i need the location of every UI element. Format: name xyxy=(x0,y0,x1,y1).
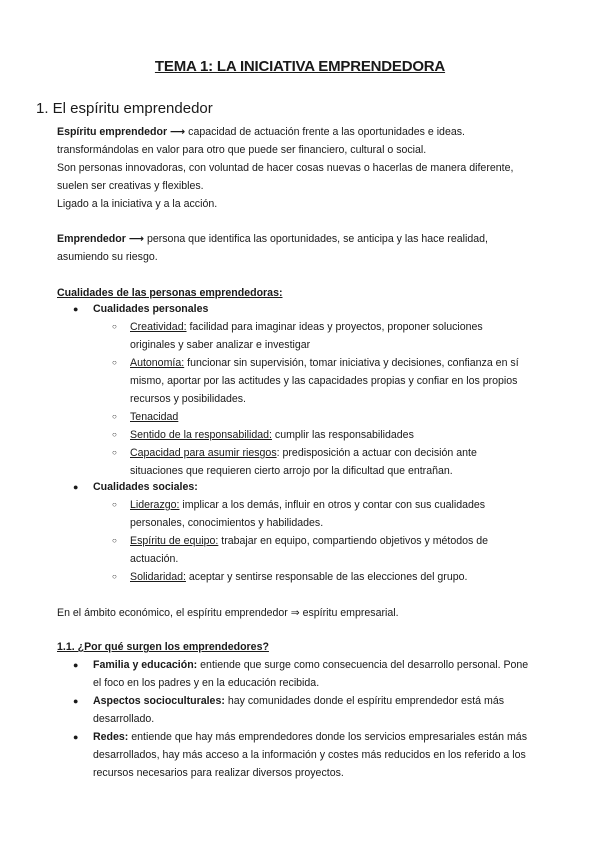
list-item-text: trabajar en equipo, compartiendo objetivos y métodos de xyxy=(218,535,489,547)
bullet-icon: ● xyxy=(73,304,79,314)
cualidades-sociales-list xyxy=(73,478,600,496)
emprendedores-list xyxy=(73,656,600,782)
list-item xyxy=(112,318,600,336)
list-item xyxy=(93,674,600,692)
emprendedor-text: asumiendo su riesgo. xyxy=(57,251,158,263)
list-item-term: Familia y educación: xyxy=(93,659,198,671)
list-item-text: personales, conocimientos y habilidades. xyxy=(130,517,324,529)
circle-bullet-icon: ○ xyxy=(112,322,117,331)
list-item-text: originales y saber analizar e investigar xyxy=(130,339,311,351)
circle-bullet-icon: ○ xyxy=(112,430,117,439)
list-item-term: Redes: xyxy=(93,731,129,743)
espiritu-text: transformándolas en valor para otro que puede ser financiero, cultural o social. xyxy=(57,144,427,156)
list-item xyxy=(93,710,600,728)
list-item xyxy=(93,746,600,764)
list-item xyxy=(73,656,600,674)
list-item xyxy=(130,550,600,568)
bullet-icon: ● xyxy=(73,482,79,492)
list-item-text: actuación. xyxy=(130,553,179,565)
list-item-term: Autonomía: xyxy=(130,357,185,369)
list-item xyxy=(73,478,600,496)
subsection-heading xyxy=(57,638,557,656)
list-item xyxy=(112,408,600,426)
arrow: ⟶ xyxy=(167,126,189,138)
list-item-term: Tenacidad xyxy=(130,411,179,423)
espiritu-text: Ligado a la iniciativa y a la acción. xyxy=(57,198,218,210)
list-item xyxy=(112,444,600,462)
list-item-text: : predisposición a actuar con decisión ante xyxy=(276,447,477,459)
list-item-term: Aspectos socioculturales: xyxy=(93,695,225,707)
circle-bullet-icon: ○ xyxy=(112,572,117,581)
emprendedor-term: Emprendedor xyxy=(57,233,126,245)
espiritu-paragraph xyxy=(57,123,557,213)
list-item xyxy=(112,354,600,372)
list-item xyxy=(112,426,600,444)
list-item-term: Sentido de la responsabilidad: xyxy=(130,429,272,441)
list-item xyxy=(130,372,600,390)
circle-bullet-icon: ○ xyxy=(112,412,117,421)
emprendedor-text: persona que identifica las oportunidades, se anticipa y las hace realidad, xyxy=(146,233,488,245)
personales-sublist xyxy=(112,318,600,480)
list-item-term: Solidaridad: xyxy=(130,571,186,583)
list-item-text: mismo, aportar por las actitudes y las capacidades propias y confiar en los propios xyxy=(130,375,518,387)
list-item-term: Capacidad para asumir riesgos xyxy=(130,447,277,459)
list-item-text: entiende que surge como consecuencia del desarrollo personal. Pone xyxy=(197,659,529,671)
list-item-text: recursos necesarios para realizar diversos proyectos. xyxy=(93,767,344,779)
list-item xyxy=(112,496,600,514)
list-item-text: implicar a los demás, influir en otros y contar con sus cualidades xyxy=(179,499,486,511)
list-item xyxy=(130,390,600,408)
list-item-text: funcionar sin supervisión, tomar iniciativa y decisiones, confianza en sí xyxy=(184,357,519,369)
list-item-text: aceptar y sentirse responsable de las elecciones del grupo. xyxy=(185,571,468,583)
bullet-icon: ● xyxy=(73,696,79,706)
list-item-term: Liderazgo: xyxy=(130,499,180,511)
emprendedor-paragraph xyxy=(57,230,557,266)
subsection-heading-text: 1.1. ¿Por qué surgen los emprendedores? xyxy=(57,641,269,653)
list-item-text: desarrollado. xyxy=(93,713,155,725)
list-item xyxy=(93,764,600,782)
list-item xyxy=(73,692,600,710)
list-item-label: Cualidades personales xyxy=(93,303,209,315)
list-item-text: hay comunidades donde el espíritu emprendedor está más xyxy=(224,695,505,707)
list-item-text: entiende que hay más emprendedores donde los servicios empresariales están más xyxy=(128,731,527,743)
list-item-term: Creatividad: xyxy=(130,321,187,333)
espiritu-text: suelen ser creativas y flexibles. xyxy=(57,180,204,192)
espiritu-text: Son personas innovadoras, con voluntad de hacer cosas nuevas o hacerlas de manera diferente, xyxy=(57,162,514,174)
page-title: TEMA 1: LA INICIATIVA EMPRENDEDORA xyxy=(154,58,446,75)
cualidades-personales-list xyxy=(73,300,600,318)
list-item xyxy=(130,336,600,354)
list-item-text: facilidad para imaginar ideas y proyectos, proponer soluciones xyxy=(186,321,483,333)
cualidades-heading-text: Cualidades de las personas emprendedoras: xyxy=(57,287,283,299)
circle-bullet-icon: ○ xyxy=(112,448,117,457)
list-item-text: el foco en los padres y en la educación recibida. xyxy=(93,677,320,689)
circle-bullet-icon: ○ xyxy=(112,536,117,545)
circle-bullet-icon: ○ xyxy=(112,500,117,509)
arrow: ⟶ xyxy=(125,233,147,245)
bullet-icon: ● xyxy=(73,660,79,670)
bullet-icon: ● xyxy=(73,732,79,742)
sociales-sublist xyxy=(112,496,600,586)
ambito-paragraph xyxy=(57,604,557,622)
list-item xyxy=(130,514,600,532)
espiritu-text: capacidad de actuación frente a las oportunidades e ideas. xyxy=(188,126,465,138)
list-item-label: Cualidades sociales: xyxy=(93,481,198,493)
list-item-text: recursos y posibilidades. xyxy=(130,393,246,405)
list-item xyxy=(112,532,600,550)
ambito-text: En el ámbito económico, el espíritu emprendedor ⇒ espíritu empresarial. xyxy=(57,607,399,619)
list-item-text: situaciones que requieren cierto arrojo por la dificultad que entrañan. xyxy=(130,465,453,477)
list-item-text: cumplir las responsabilidades xyxy=(271,429,414,441)
circle-bullet-icon: ○ xyxy=(112,358,117,367)
list-item-term: Espíritu de equipo: xyxy=(130,535,219,547)
list-item-text: desarrollados, hay más acceso a la información y costes más reducidos en los referido a los xyxy=(93,749,526,761)
list-item xyxy=(112,568,600,586)
list-item xyxy=(73,728,600,746)
section-heading: 1. El espíritu emprendedor xyxy=(36,100,213,117)
list-item xyxy=(73,300,600,318)
espiritu-term: Espíritu emprendedor xyxy=(57,126,168,138)
